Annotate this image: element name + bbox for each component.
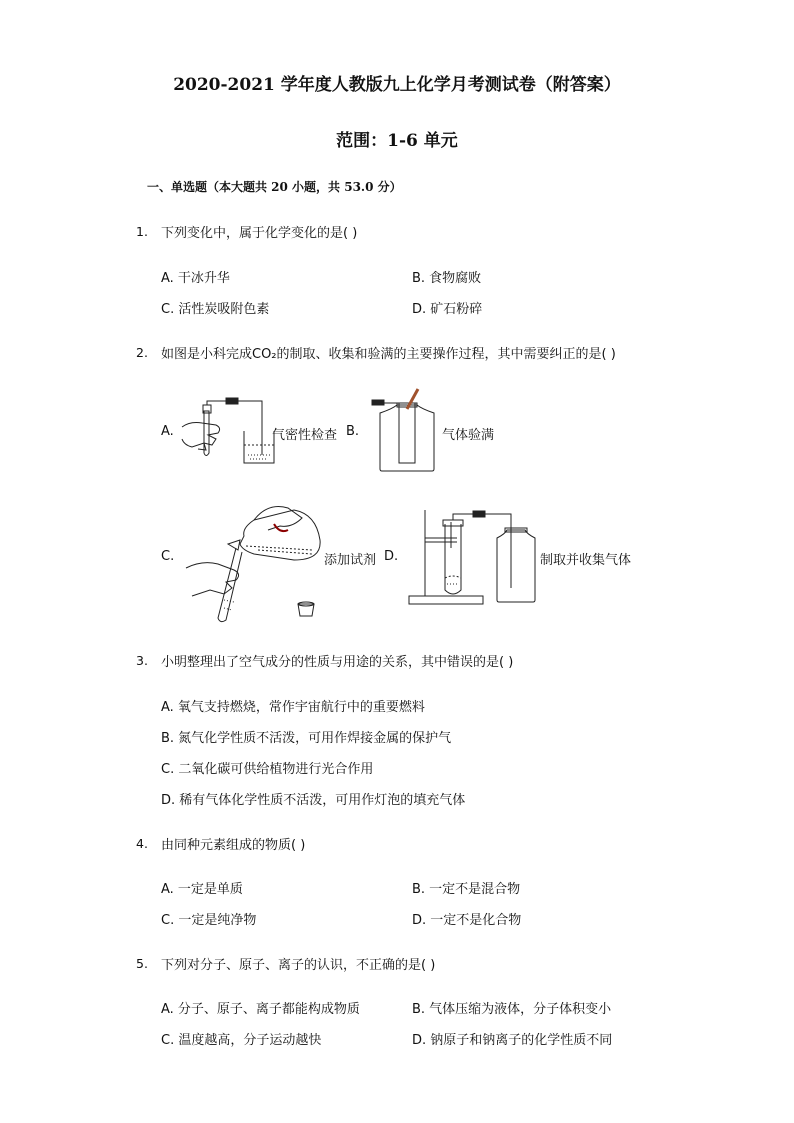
figure-letter-a: A.	[161, 424, 174, 439]
option-b: B. 食物腐败	[412, 271, 482, 286]
figure-caption-c: 添加试剂	[324, 553, 377, 568]
question-text: 小明整理出了空气成分的性质与用途的关系，其中错误的是( )	[161, 655, 514, 670]
option-a: A. 分子、原子、离子都能构成物质	[161, 1002, 360, 1017]
gas-full-test-figure	[372, 389, 444, 473]
question-text: 如图是小科完成CO₂的制取、收集和验满的主要操作过程，其中需要纠正的是( )	[161, 347, 616, 362]
figure-letter-b: B.	[346, 424, 360, 439]
option-d: D. 矿石粉碎	[412, 302, 483, 317]
question-text: 下列对分子、原子、离子的认识，不正确的是( )	[161, 958, 436, 973]
option-c: C. 二氧化碳可供给植物进行光合作用	[161, 762, 374, 777]
option-c: C. 活性炭吸附色素	[161, 302, 270, 317]
figure-letter-c: C.	[161, 549, 175, 564]
figure-caption-a: 气密性检查	[272, 428, 338, 443]
section-heading: 一、单选题（本大题共 20 小题，共 53.0 分）	[147, 180, 402, 194]
option-a: A. 氧气支持燃烧，常作宇宙航行中的重要燃料	[161, 700, 425, 715]
question-number: 4.	[136, 836, 148, 851]
question-text: 下列变化中，属于化学变化的是( )	[161, 226, 358, 241]
question-text: 由同种元素组成的物质( )	[161, 838, 306, 853]
figure-caption-b: 气体验满	[442, 428, 495, 443]
option-c: C. 一定是纯净物	[161, 913, 257, 928]
option-a: A. 一定是单质	[161, 882, 243, 897]
generate-collect-gas-figure	[407, 508, 539, 608]
option-d: D. 稀有气体化学性质不活泼，可用作灯泡的填充气体	[161, 793, 466, 808]
option-c: C. 温度越高，分子运动越快	[161, 1033, 322, 1048]
option-b: B. 氮气化学性质不活泼，可用作焊接金属的保护气	[161, 731, 452, 746]
option-a: A. 干冰升华	[161, 271, 230, 286]
option-b: B. 一定不是混合物	[412, 882, 521, 897]
option-b: B. 气体压缩为液体，分子体积变小	[412, 1002, 612, 1017]
page-title: 2020-2021 学年度人教版九上化学月考测试卷（附答案）	[173, 75, 621, 95]
question-number: 3.	[136, 653, 148, 668]
option-d: D. 钠原子和钠离子的化学性质不同	[412, 1033, 613, 1048]
figure-caption-d: 制取并收集气体	[540, 553, 632, 568]
question-number: 2.	[136, 345, 148, 360]
question-number: 1.	[136, 224, 148, 239]
figure-letter-d: D.	[384, 549, 399, 564]
add-reagent-figure	[184, 500, 324, 625]
page-subtitle: 范围：1-6 单元	[336, 131, 458, 151]
option-d: D. 一定不是化合物	[412, 913, 522, 928]
question-number: 5.	[136, 956, 148, 971]
airtight-check-figure	[178, 395, 278, 467]
